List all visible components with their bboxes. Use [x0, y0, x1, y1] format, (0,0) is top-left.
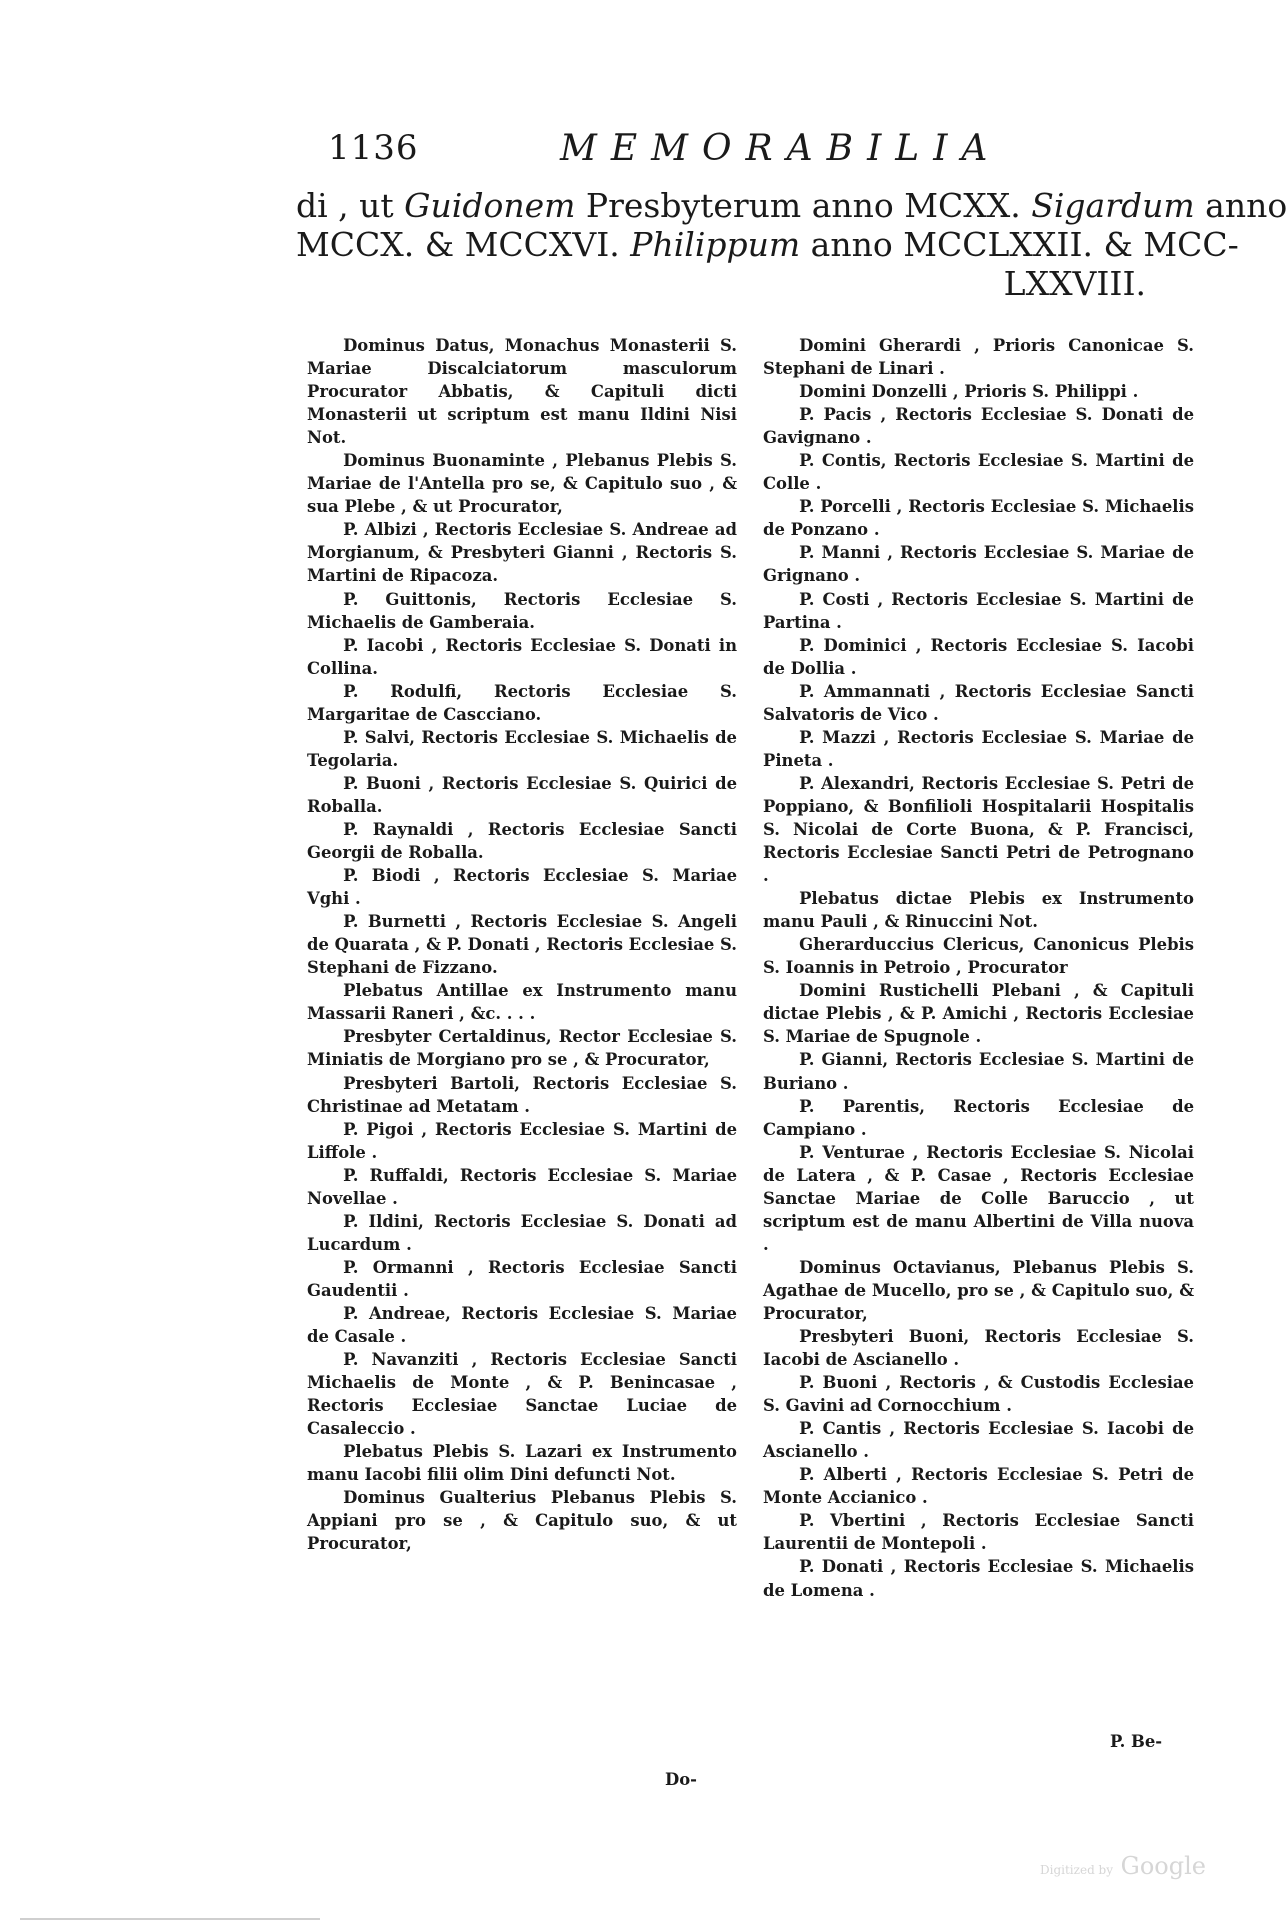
entry-paragraph: P. Venturae , Rectoris Ecclesiae S. Nicolai de Latera , & P. Casae , Rectoris Ecclesiae Sanctae Mariae de Colle Baruccio , ut scriptum est de manu Albertini de Villa nuova . [763, 1142, 1194, 1254]
entry-paragraph: P. Alberti , Rectoris Ecclesiae S. Petri de Monte Accianico . [763, 1465, 1194, 1508]
entry-paragraph: P. Cantis , Rectoris Ecclesiae S. Iacobi de Ascianello . [763, 1419, 1194, 1462]
entry-paragraph: P. Gianni, Rectoris Ecclesiae S. Martini de Buriano . [763, 1050, 1194, 1093]
entry-paragraph: Domini Rustichelli Plebani , & Capituli dictae Plebis , & P. Amichi , Rectoris Ecclesiae S. Mariae de Spugnole . [763, 981, 1194, 1047]
entry-paragraph: P. Dominici , Rectoris Ecclesiae S. Iacobi de Dollia . [763, 635, 1194, 678]
entry-paragraph: P. Ruffaldi, Rectoris Ecclesiae S. Mariae Novellae . [307, 1165, 737, 1208]
right-catchword: P. Be- [1110, 1732, 1163, 1751]
intro-text: MCCX. & MCCXVI. [296, 225, 631, 264]
entry-paragraph: P. Navanziti , Rectoris Ecclesiae Sancti Michaelis de Monte , & P. Benincasae , Rectoris Ecclesiae Sanctae Luciae de Casaleccio . [307, 1350, 737, 1439]
entry-paragraph: Presbyter Certaldinus, Rector Ecclesiae S. Miniatis de Morgiano pro se , & Procurator, [307, 1027, 737, 1070]
entry-paragraph: P. Salvi, Rectoris Ecclesiae S. Michaelis de Tegolaria. [307, 727, 737, 770]
entry-paragraph: Dominus Datus, Monachus Monasterii S. Mariae Discalciatorum masculorum Procurator Abbatis, & Capituli dicti Monasterii ut scriptum est manu Ildini Nisi Not. [307, 336, 737, 448]
entry-paragraph: Dominus Gualterius Plebanus Plebis S. Appiani pro se , & Capitulo suo, & ut Procurator, [307, 1488, 737, 1554]
digitized-watermark [1040, 1852, 1206, 1880]
entry-paragraph: P. Parentis, Rectoris Ecclesiae de Campiano . [763, 1096, 1194, 1139]
entry-paragraph: P. Albizi , Rectoris Ecclesiae S. Andreae ad Morgianum, & Presbyteri Gianni , Rectoris S. Martini de Ripacoza. [307, 520, 737, 586]
intro-text: anno MCCLXXII. & MCC- [800, 225, 1239, 264]
entry-paragraph: P. Ormanni , Rectoris Ecclesiae Sancti Gaudentii . [307, 1257, 737, 1300]
left-catchword: Do- [665, 1770, 697, 1789]
left-column [307, 334, 737, 1555]
entry-paragraph: P. Contis, Rectoris Ecclesiae S. Martini de Colle . [763, 451, 1194, 494]
entry-paragraph: P. Donati , Rectoris Ecclesiae S. Michaelis de Lomena . [763, 1557, 1194, 1600]
page-header [328, 128, 1088, 178]
entry-paragraph: Dominus Octavianus, Plebanus Plebis S. Agathae de Mucello, pro se , & Capitulo suo, & Procurator, [763, 1257, 1194, 1323]
entry-paragraph: P. Burnetti , Rectoris Ecclesiae S. Angeli de Quarata , & P. Donati , Rectoris Ecclesiae S. Stephani de Fizzano. [307, 912, 737, 978]
entry-paragraph: P. Alexandri, Rectoris Ecclesiae S. Petri de Poppiano, & Bonfilioli Hospitalarii Hospitalis S. Nicolai de Corte Buona, & P. Francisci, Rectoris Ecclesiae Sancti Petri de Petrognano . [763, 773, 1194, 886]
watermark-small-text: Digitized by [1040, 1863, 1114, 1877]
intro-name-sigardum: Sigardum [1031, 186, 1195, 225]
entry-paragraph: P. Ammannati , Rectoris Ecclesiae Sancti Salvatoris de Vico . [763, 681, 1194, 724]
intro-name-philippum: Philippum [630, 225, 801, 264]
entry-paragraph: P. Guittonis, Rectoris Ecclesiae S. Michaelis de Gamberaia. [307, 589, 737, 632]
entry-paragraph: P. Biodi , Rectoris Ecclesiae S. Mariae Vghi . [307, 866, 737, 909]
entry-paragraph: Plebatus Antillae ex Instrumento manu Massarii Raneri , &c. . . . [307, 981, 737, 1024]
entry-paragraph: P. Mazzi , Rectoris Ecclesiae S. Mariae de Pineta . [763, 727, 1194, 770]
entry-paragraph: P. Porcelli , Rectoris Ecclesiae S. Michaelis de Ponzano . [763, 497, 1194, 540]
entry-paragraph: P. Rodulfi, Rectoris Ecclesiae S. Margaritae de Cascciano. [307, 681, 737, 724]
right-column [763, 334, 1194, 1602]
running-title: MEMORABILIA [560, 128, 1002, 169]
entry-paragraph: P. Pacis , Rectoris Ecclesiae S. Donati de Gavignano . [763, 405, 1194, 448]
entry-paragraph: P. Raynaldi , Rectoris Ecclesiae Sancti Georgii de Roballa. [307, 819, 737, 863]
entry-paragraph: Presbyteri Bartoli, Rectoris Ecclesiae S. Christinae ad Metatam . [307, 1073, 737, 1116]
entry-paragraph: P. Manni , Rectoris Ecclesiae S. Mariae de Grignano . [763, 543, 1194, 586]
entry-paragraph: P. Buoni , Rectoris , & Custodis Ecclesiae S. Gavini ad Cornocchium . [763, 1373, 1194, 1416]
intro-line-1 [296, 186, 1288, 225]
watermark-logo-text: Google [1120, 1852, 1206, 1880]
entry-paragraph: Domini Donzelli , Prioris S. Philippi . [799, 382, 1139, 402]
entry-paragraph: Plebatus Plebis S. Lazari ex Instrumento manu Iacobi filii olim Dini defuncti Not. [307, 1442, 737, 1485]
entry-paragraph: P. Pigoi , Rectoris Ecclesiae S. Martini de Liffole . [307, 1119, 737, 1162]
intro-text: Presbyterum anno MCXX. [575, 186, 1032, 225]
page-number: 1136 [328, 128, 419, 168]
intro-text: di , ut [296, 186, 405, 225]
entry-paragraph: P. Costi , Rectoris Ecclesiae S. Martini de Partina . [763, 589, 1194, 632]
entry-paragraph: Gherarduccius Clericus, Canonicus Plebis S. Ioannis in Petroio , Procurator [763, 935, 1194, 978]
intro-line-3: LXXVIII. [1003, 264, 1146, 303]
entry-paragraph: P. Buoni , Rectoris Ecclesiae S. Quirici de Roballa. [307, 773, 737, 816]
entry-paragraph: P. Ildini, Rectoris Ecclesiae S. Donati ad Lucardum . [307, 1211, 737, 1254]
intro-line-2 [296, 225, 1239, 264]
intro-paragraph [296, 186, 1288, 303]
entry-paragraph: P. Andreae, Rectoris Ecclesiae S. Mariae de Casale . [307, 1303, 737, 1347]
intro-text: anno [1194, 186, 1288, 225]
entry-paragraph: Dominus Buonaminte , Plebanus Plebis S. Mariae de l'Antella pro se, & Capitulo suo , & sua Plebe , & ut Procurator, [307, 451, 737, 517]
entry-paragraph: P. Iacobi , Rectoris Ecclesiae S. Donati in Collina. [307, 635, 737, 678]
intro-name-guidonem: Guidonem [404, 186, 576, 225]
entry-paragraph: Domini Gherardi , Prioris Canonicae S. Stephani de Linari . [763, 336, 1194, 379]
entry-paragraph: Plebatus dictae Plebis ex Instrumento manu Pauli , & Rinuccini Not. [763, 889, 1194, 932]
entry-paragraph: P. Vbertini , Rectoris Ecclesiae Sancti Laurentii de Montepoli . [763, 1511, 1194, 1554]
entry-paragraph: Presbyteri Buoni, Rectoris Ecclesiae S. Iacobi de Ascianello . [763, 1327, 1194, 1370]
scan-edge [20, 1918, 320, 1920]
